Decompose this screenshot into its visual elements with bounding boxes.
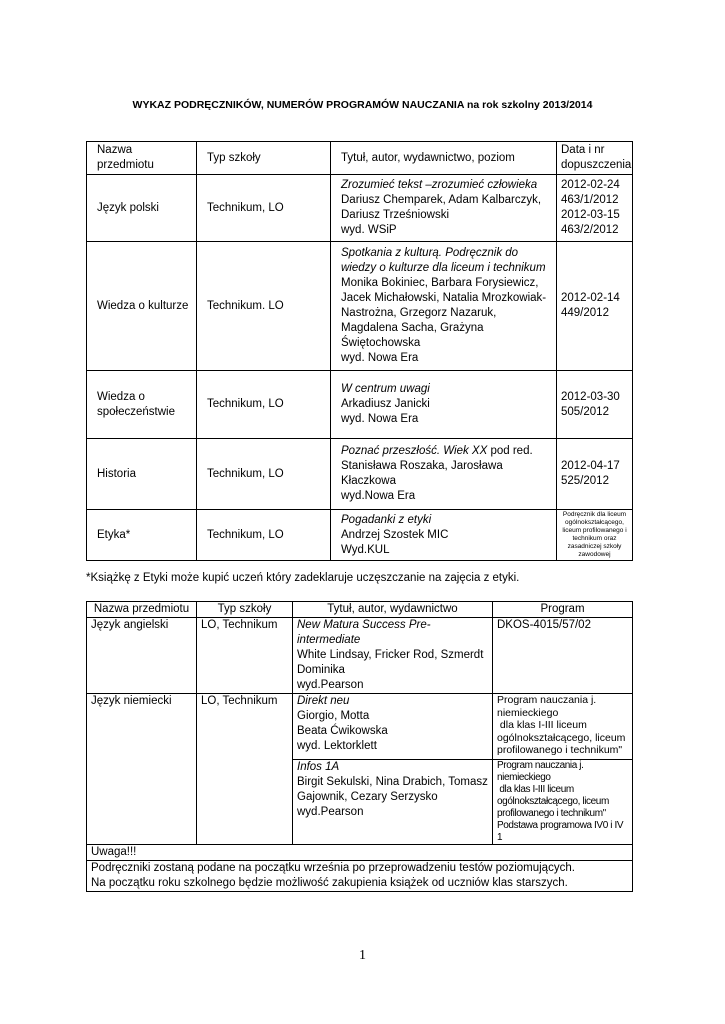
book-cell [331,371,557,439]
book-cell [293,618,493,694]
header-approval: Data i nr dopuszczenia [557,142,633,175]
book-title-suffix: pod red. [487,445,533,457]
subject-cell: Język polski [87,175,197,242]
book-title: Poznać przeszłość. Wiek XX [341,445,488,457]
book-authors: Gajownik, Cezary Serzysko [297,791,438,803]
book-publisher: wyd.Pearson [297,806,364,818]
program-line: Program nauczania j. [497,694,597,706]
notice-title-row [87,845,633,861]
program-line: profilowanego i technikum" [497,808,606,819]
page-number: 1 [359,948,366,963]
program-cell: DKOS-4015/57/02 [493,618,633,694]
notice-line: Podręczniki zostaną podane na początku września po przeprowadzeniu testów poziomujących. [91,862,575,874]
book-title: New Matura Success Pre-intermediate [297,619,431,646]
notice-row [87,861,633,892]
subject-cell: Język angielski [87,618,197,694]
book-authors: Beata Ćwikowska [297,725,388,737]
book-publisher: wyd. WSiP [341,224,397,236]
table-row [87,439,633,510]
table-row [87,510,633,561]
subject-cell: Wiedza o kulturze [87,242,197,371]
book-authors: White Lindsay, Fricker Rod, Szmerdt [297,649,484,661]
header-school-type: Typ szkoły [197,602,293,618]
school-type-cell: Technikum. LO [197,242,331,371]
ethics-footnote: *Książkę z Etyki może kupić uczeń który zadeklaruje uczęszczanie na zajęcia z etyki. [86,572,520,584]
table-row [87,618,633,694]
approval-line: 463/1/2012 [561,194,619,206]
program-line: profilowanego i technikum" [497,744,623,756]
subject-cell: Etyka* [87,510,197,561]
table-row [87,371,633,439]
header-program: Program [493,602,633,618]
program-cell [493,694,633,760]
program-line: niemieckiego [497,706,559,719]
school-type-cell: Technikum, LO [197,510,331,561]
book-authors: Giorgio, Motta [297,710,370,722]
approval-line: 449/2012 [561,307,609,319]
school-type-cell: LO, Technikum [197,694,293,845]
book-title: Zrozumieć tekst –zrozumieć człowieka [341,179,538,191]
school-type-cell: Technikum, LO [197,175,331,242]
book-cell [331,175,557,242]
program-line: ogólnokształcącego, liceum [497,731,626,744]
book-title-line [341,444,551,459]
approval-cell [557,242,633,371]
book-authors: Birgit Sekulski, Nina Drabich, Tomasz [297,776,488,788]
book-cell [331,242,557,371]
approval-cell [557,175,633,242]
program-line: dla klas I-III liceum [497,719,587,731]
book-authors: Monika Bokiniec, Barbara Forysiewicz, Jacek Michałowski, Natalia Mrozkowiak-Nastrożna, Grzegorz Nazaruk, Magdalena Sacha, Grażyna Świętochowska [341,277,547,349]
table-header-row [87,142,633,175]
notice-title: Uwaga!!! [87,845,633,861]
book-cell [331,510,557,561]
program-cell [493,760,633,845]
header-school-type: Typ szkoły [197,142,331,175]
header-subject: Nazwa przedmiotu [87,602,197,618]
approval-line: 2012-03-15 [561,209,620,221]
language-textbooks-table [86,601,633,892]
program-line: ogólnokształcącego, liceum [497,796,609,807]
approval-line: 505/2012 [561,405,609,418]
book-title: Spotkania z kulturą. Podręcznik do wiedzy o kulturze dla liceum i technikum [341,247,546,274]
book-title: Infos 1A [297,761,340,773]
approval-line: 2012-04-17 [561,460,620,472]
book-cell [331,439,557,510]
subject-cell: Język niemiecki [87,694,197,845]
notice-text [87,861,633,892]
book-publisher: Wyd.KUL [341,543,390,556]
textbooks-table [86,141,633,561]
book-cell [293,694,493,760]
table-row [87,694,633,760]
approval-line: 2012-02-14 [561,292,620,304]
program-line: Podstawa programowa IV0 i IV 1 [497,820,624,843]
approval-line: 2012-02-24 [561,179,620,191]
table-row [87,175,633,242]
book-authors: Stanisława Roszaka, Jarosława Kłaczkowa [341,460,503,487]
book-authors: Andrzej Szostek MIC [341,528,449,541]
approval-cell [557,439,633,510]
table-header-row [87,602,633,618]
book-authors: Dariusz Chemparek, Adam Kalbarczyk, Dariusz Trześniowski [341,194,542,221]
book-title: Direkt neu [297,695,350,707]
book-publisher: wyd. Lektorklett [297,740,377,752]
subject-cell: Historia [87,439,197,510]
book-authors: Dominika [297,664,345,676]
header-title-author: Tytuł, autor, wydawnictwo [293,602,493,618]
book-cell [293,760,493,845]
approval-line: 2012-03-30 [561,390,620,403]
book-authors: Arkadiusz Janicki [341,398,430,410]
school-type-cell: LO, Technikum [197,618,293,694]
approval-line: 525/2012 [561,475,609,487]
book-title: Pogadanki z etyki [341,513,432,526]
program-line: dla klas I-III liceum [497,784,574,795]
table-row [87,242,633,371]
school-type-cell: Technikum, LO [197,371,331,439]
book-publisher: wyd.Nowa Era [341,490,416,502]
notice-line: Na początku roku szkolnego będzie możliwość zakupienia książek od uczniów klas starszych. [91,877,568,889]
book-publisher: wyd. Nowa Era [341,413,419,425]
header-title-author: Tytuł, autor, wydawnictwo, poziom [331,142,557,175]
approval-cell [557,371,633,439]
school-type-cell: Technikum, LO [197,439,331,510]
subject-cell: Wiedza o społeczeństwie [87,371,197,439]
approval-note-cell: Podręcznik dla liceum ogólnokształcącego, liceum profilowanego i technikum oraz zasadniczej szkoły zawodowej [557,510,633,561]
book-publisher: wyd. Nowa Era [341,352,419,364]
book-title: W centrum uwagi [341,383,430,395]
book-publisher: wyd.Pearson [297,679,364,691]
approval-line: 463/2/2012 [561,224,619,236]
header-subject: Nazwa przedmiotu [87,142,197,175]
document-title: WYKAZ PODRĘCZNIKÓW, NUMERÓW PROGRAMÓW NAUCZANIA na rok szkolny 2013/2014 [132,99,593,111]
program-line: Program nauczania j. niemieckiego [497,760,584,783]
